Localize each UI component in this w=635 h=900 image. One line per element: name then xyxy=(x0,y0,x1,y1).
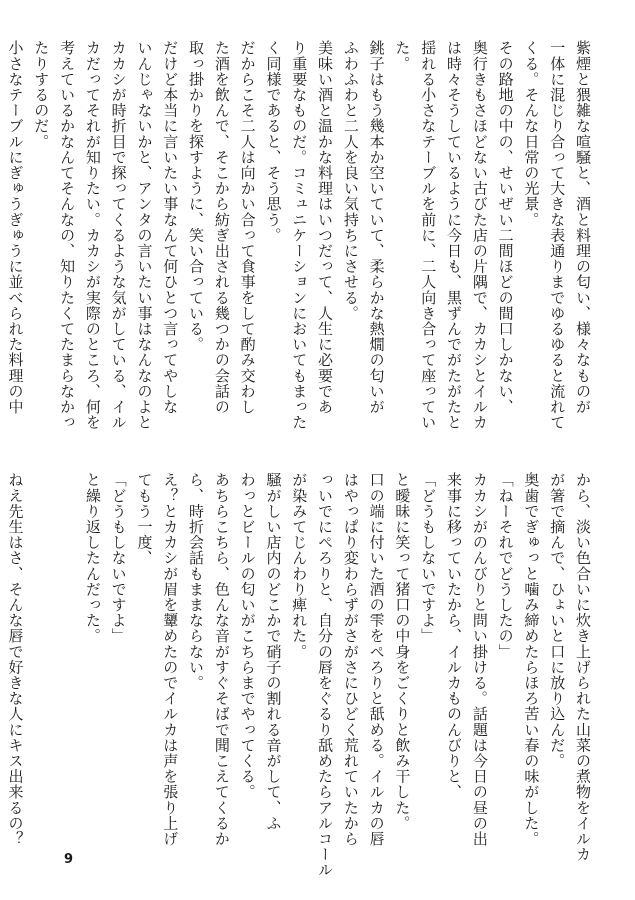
text-line: え？とカカシが眉を顰めたのでイルカは声を張り上げ xyxy=(161,472,180,847)
text-line: 「ねーそれでどうしたの」 xyxy=(496,472,515,660)
text-line: その路地の中の、せいぜい二間ほどの間口しかない、 xyxy=(496,40,515,415)
text-line: た酒を飲んで、そこから紡ぎ出される幾つかの会話の xyxy=(212,40,231,415)
text-line: 紫煙と猥雑な喧騒と、酒と料理の匂い、様々なものが xyxy=(574,40,592,415)
text-line: カだってそれが知りたい。カカシが実際のところ、何を xyxy=(83,40,102,430)
text-line: 考えているかなんてそんなの、知りたくてたまらなかっ xyxy=(58,40,77,430)
text-line: 取っ掛かりを探すように、笑い合っている。 xyxy=(187,40,206,352)
text-line: が染みてじんわり痺れた。 xyxy=(290,472,309,660)
text-line: はやっぱり変わらずがさがさにひどく荒れていたから xyxy=(341,472,360,847)
text-line: 「どうもしないですよ」 xyxy=(109,472,128,644)
text-line: と曖昧に笑って猪口の中身をごくりと飲み干した。 xyxy=(393,472,412,831)
text-line: 奥歯でぎゅっと噛み締めたらほろ苦い春の味がした。 xyxy=(522,472,541,847)
text-line: あちらこちら、色んな音がすぐそばで聞こえてくるか xyxy=(212,472,231,847)
text-line: り重要なものだ。コミュニケーションにおいてもまった xyxy=(290,40,309,430)
text-line: 揺れる小さなテーブルを前に、二人向き合って座ってい xyxy=(419,40,438,430)
text-line: 騒がしい店内のどこかで硝子の割れる音がして、ふ xyxy=(264,472,283,831)
text-line: た。 xyxy=(393,40,412,72)
text-line: 銚子はもう幾本か空いていて、柔らかな熱燗の匂いが xyxy=(367,40,386,415)
text-line: カカシが時折目で探ってくるような気がしている、イル xyxy=(109,40,128,430)
text-line: だけど本当に言いたい事なんて何ひとつ言ってやしな xyxy=(161,40,180,415)
text-line: 来事に移っていたから、イルカものんびりと、 xyxy=(445,472,464,800)
text-line: っいでにぺろりと、自分の唇をぐるり舐めたらアルコール xyxy=(316,472,335,878)
text-line: くる。そんな日常の光景。 xyxy=(522,40,541,228)
text-line: だからこそ二人は向かい合って食事をして酌み交わし xyxy=(238,40,257,415)
text-line: ふわふわと二人を良い気持ちにさせる。 xyxy=(341,40,360,321)
text-line: いんじゃないかと、アンタの言いたい事はなんなのよと xyxy=(135,40,154,430)
text-line: カカシがのんびりと問い掛ける。話題は今日の昼の出 xyxy=(470,472,489,847)
text-line: は時々そうしているように今日も、黒ずんでがたがたと xyxy=(445,40,464,430)
text-line: 美味い酒と温かな料理はいつだって、人生に必要であ xyxy=(316,40,335,415)
text-line: から、淡い色合いに炊き上げられた山菜の煮物をイルカ xyxy=(574,472,592,862)
text-line: と繰り返したんだった。 xyxy=(83,472,102,644)
text-line: ら、時折会話もままならない。 xyxy=(187,472,206,691)
text-line xyxy=(53,472,79,867)
text-line xyxy=(27,472,53,867)
text-line: 「どうもしないですよ」 xyxy=(419,472,438,644)
text-line: ねえ先生はさ、そんな唇で好きな人にキス出来るの？ xyxy=(6,472,25,847)
text-line: わっとビールの匂いがこちらまでやってくる。 xyxy=(238,472,257,800)
page-number: 9 xyxy=(64,852,74,867)
top-text-block xyxy=(6,40,595,435)
text-line: が箸で摘んで、ひょいと口に放り込んだ。 xyxy=(548,472,567,769)
text-line: 奥行きもさほどない古びた店の片隅で、カカシとイルカ xyxy=(470,40,489,430)
bottom-text-block xyxy=(6,472,595,878)
text-line: 口の端に付いた酒の雫をぺろりと舐める。イルカの唇 xyxy=(367,472,386,847)
text-line: 一体に混じり合って大きな表通りまでゆるゆると流れて xyxy=(548,40,567,430)
text-line: 小さなテーブルにぎゅうぎゅうに並べられた料理の中 xyxy=(6,40,25,415)
text-line: く同様であると、そう思う。 xyxy=(264,40,283,243)
text-line: てもう一度、 xyxy=(135,472,154,566)
text-line: たりするのだ。 xyxy=(32,40,51,150)
